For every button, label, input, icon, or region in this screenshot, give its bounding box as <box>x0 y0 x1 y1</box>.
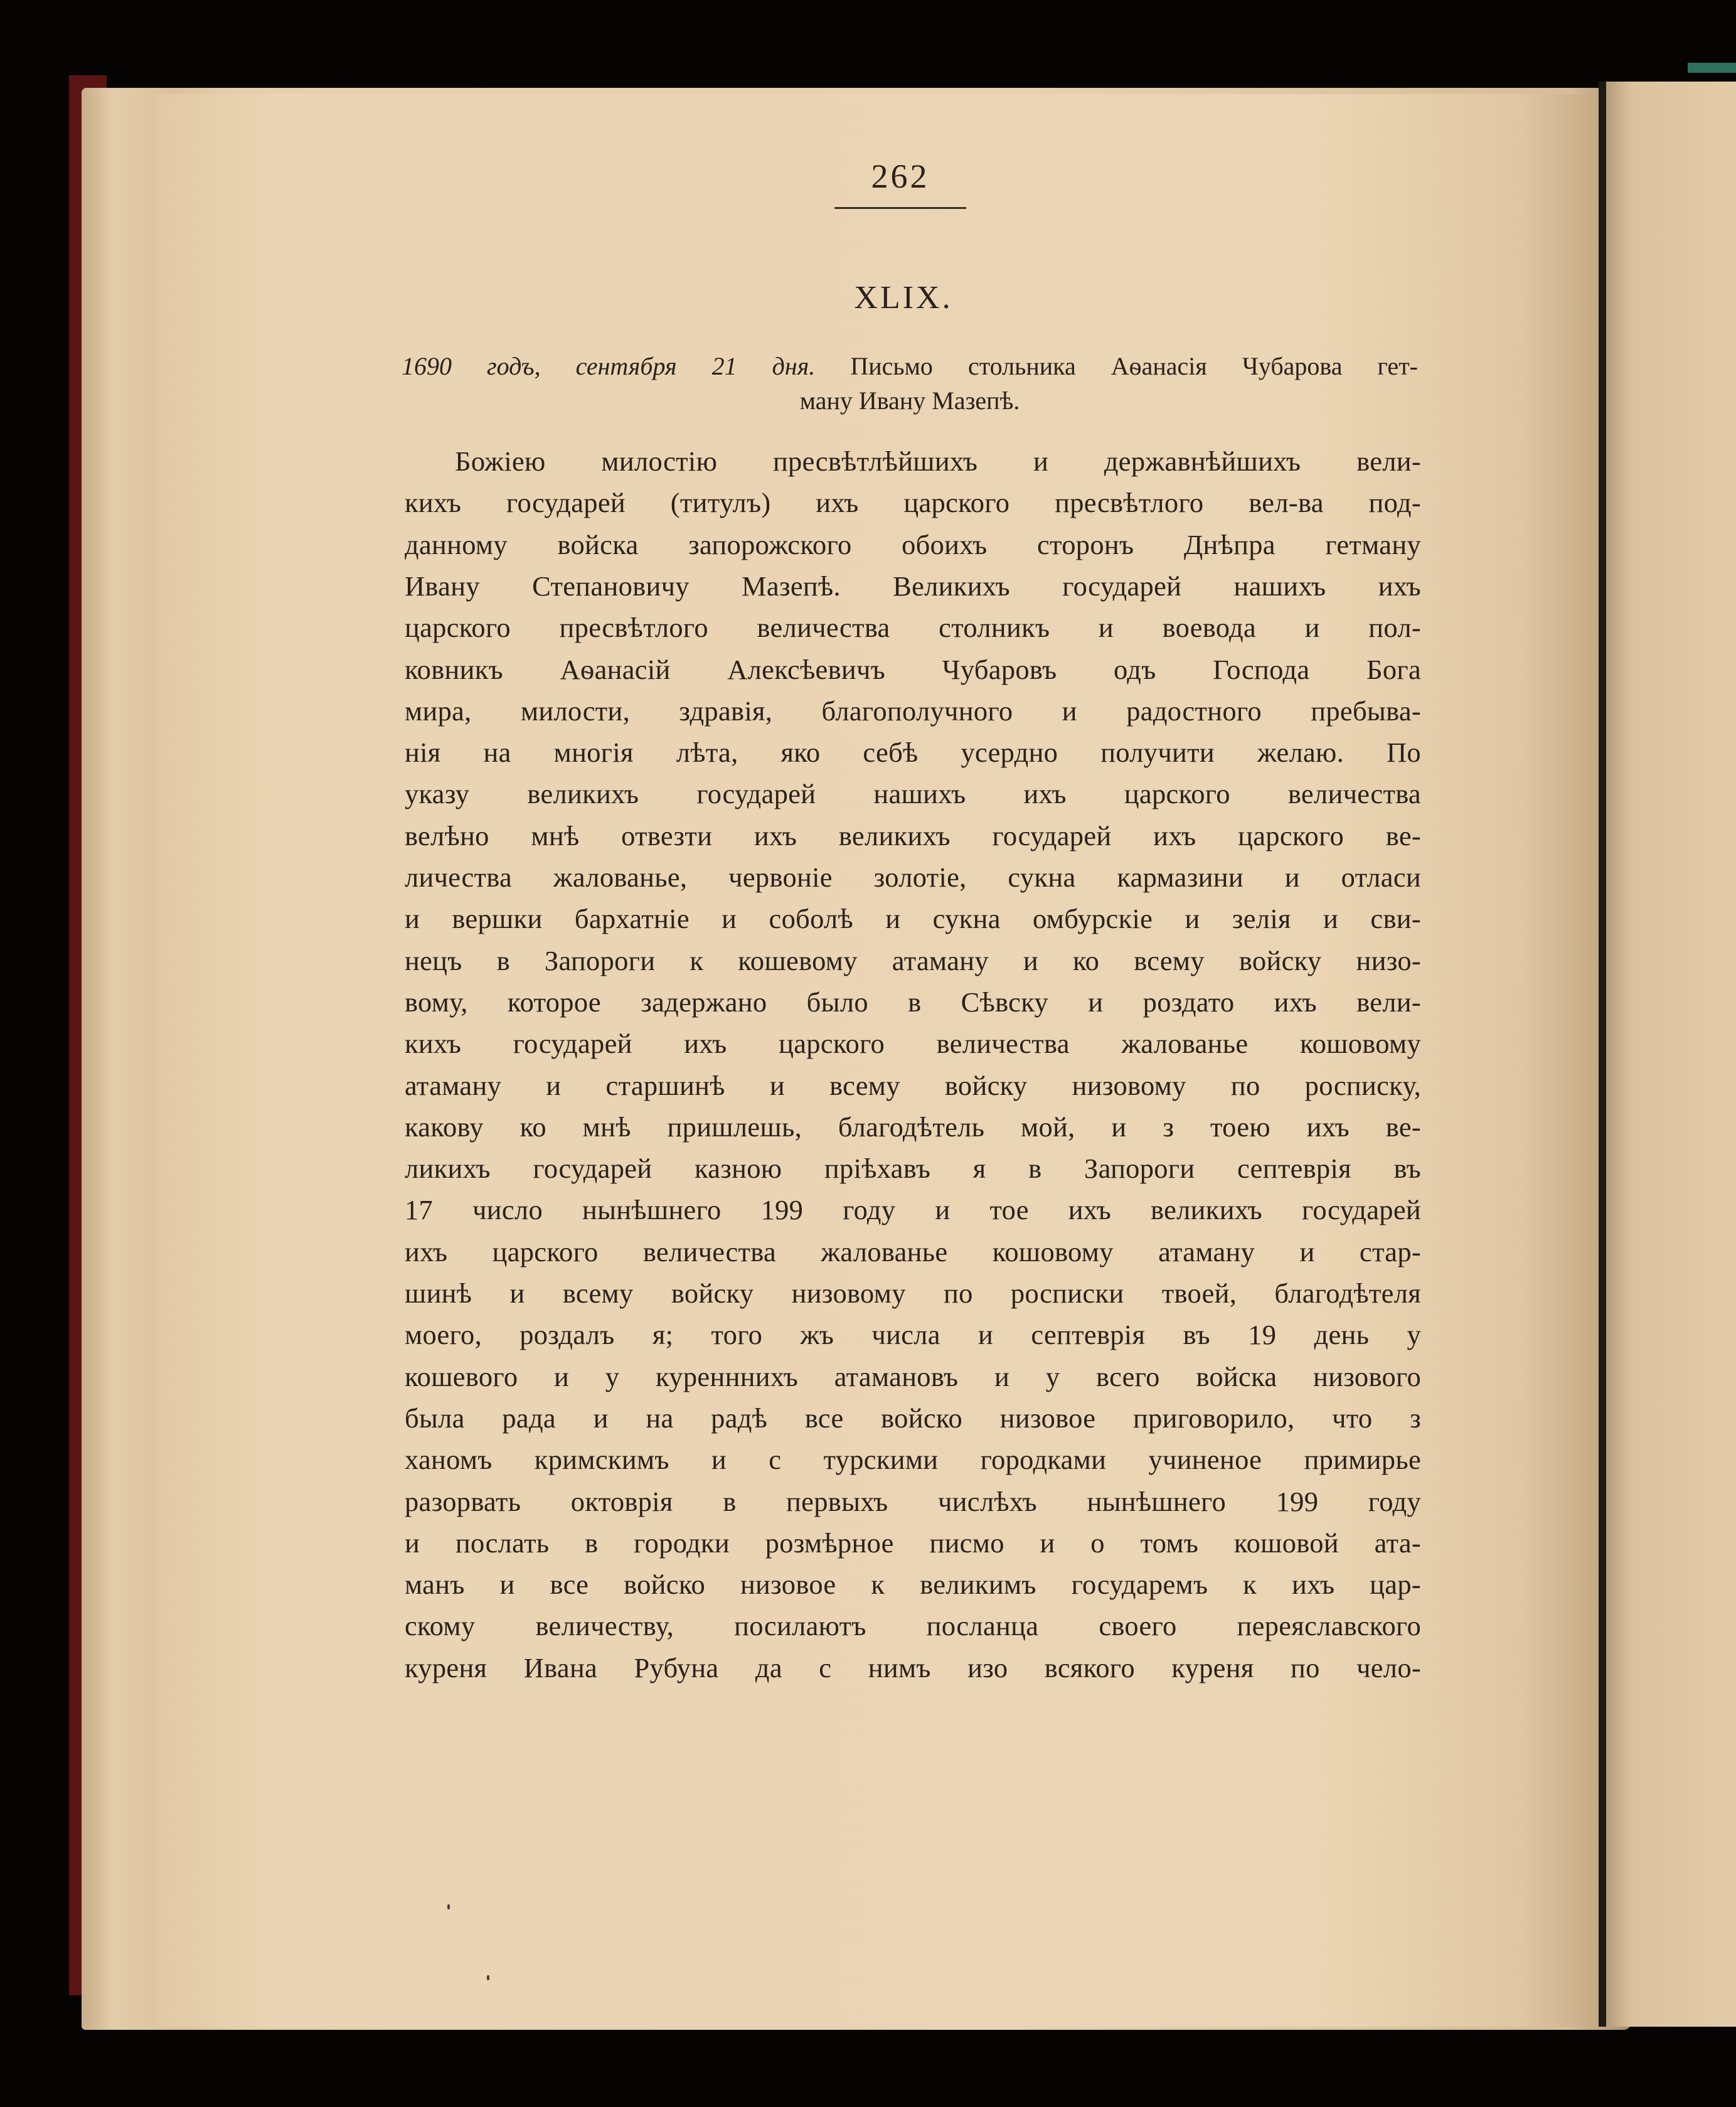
body-text-line: какову ко мнѣ пришлешь, благодѣтель мой, и з тоею ихъ ве- <box>405 1111 1421 1143</box>
body-text-line: 17 число нынѣшнего 199 году и тое ихъ великихъ государей <box>405 1194 1421 1226</box>
body-text-line: вому, которое задержано было в Сѣвску и роздато ихъ вели- <box>405 986 1421 1018</box>
ink-speck <box>487 1975 489 1980</box>
bookmark-ribbon <box>1688 63 1736 73</box>
body-text-line: манъ и все войско низовое к великимъ государемъ к ихъ цар- <box>405 1569 1421 1601</box>
body-text-line: атаману и старшинѣ и всему войску низовому по росписку, <box>405 1069 1421 1101</box>
book-gutter <box>1599 82 1606 2027</box>
body-text-line: и вершки бархатніе и соболѣ и сукна омбурскіе и зелія и сви- <box>405 903 1421 935</box>
section-title: XLIX. <box>854 280 953 316</box>
body-text-line: и послать в городки розмѣрное писмо и о томъ кошовой ата- <box>405 1527 1421 1559</box>
body-text-line: данному войска запорожского обоихъ сторонъ Днѣпра гетману <box>405 528 1421 560</box>
body-text-line: кихъ государей ихъ царского величества жалованье кошовому <box>405 1028 1421 1060</box>
page-number-rule <box>834 207 966 209</box>
document-heading-line-2: ману Ивану Мазепѣ. <box>799 387 1020 415</box>
body-text-line: мира, милости, здравія, благополучного и радостного пребыва- <box>405 695 1421 727</box>
body-text-line: ликихъ государей казною пріѣхавъ я в Запороги септеврія въ <box>405 1153 1421 1185</box>
page-number: 262 <box>871 157 930 195</box>
document-date: 1690 годъ, сентября 21 дня. <box>402 352 816 380</box>
document-heading-line-1 <box>402 351 1418 381</box>
body-text-line: велѣно мнѣ отвезти ихъ великихъ государей ихъ царского ве- <box>405 819 1421 851</box>
body-text-line: куреня Ивана Рубуна да с нимъ изо всякого куреня по чело- <box>405 1651 1421 1683</box>
body-text-line: нецъ в Запороги к кошевому атаману и ко всему войску низо- <box>405 944 1421 976</box>
body-text-line: личества жалованье, червоніе золотіе, сукна кармазини и отласи <box>405 861 1421 893</box>
ink-speck <box>447 1904 450 1909</box>
facing-page-edge <box>1606 82 1736 2027</box>
body-text-line: кихъ государей (титулъ) ихъ царского пресвѣтлого вел-ва под- <box>405 487 1421 519</box>
body-text-line: кошевого и у куренннихъ атамановъ и у всего войска низового <box>405 1360 1421 1392</box>
body-text-line: шинѣ и всему войску низовому по росписки твоей, благодѣтеля <box>405 1278 1421 1309</box>
body-text-line: Божіею милостію пресвѣтлѣйшихъ и державнѣйшихъ вели- <box>455 445 1421 477</box>
body-text-line: нія на многія лѣта, яко себѣ усердно получити желаю. По <box>405 737 1421 769</box>
body-text-line: была рада и на радѣ все войско низовое приговорило, что з <box>405 1402 1421 1434</box>
body-text-line: моего, роздалъ я; того жъ числа и септеврія въ 19 день у <box>405 1319 1421 1351</box>
body-text-line: ковникъ Аѳанасій Алексѣевичъ Чубаровъ одъ Господа Бога <box>405 653 1421 685</box>
document-heading-text: Письмо стольника Аѳанасія Чубарова гет- <box>850 352 1418 380</box>
body-text-line: ихъ царского величества жалованье кошовому атаману и стар- <box>405 1235 1421 1267</box>
body-text-line: Ивану Степановичу Мазепѣ. Великихъ государей нашихъ ихъ <box>405 570 1421 602</box>
body-text-line: скому величеству, посилаютъ посланца своего переяславского <box>405 1610 1421 1642</box>
body-text-line: указу великихъ государей нашихъ ихъ царского величества <box>405 778 1421 810</box>
body-text-line: разорвать октоврія в первыхъ числѣхъ нынѣшнего 199 году <box>405 1485 1421 1517</box>
body-text-line: ханомъ кримскимъ и с турскими городками учиненое примирье <box>405 1444 1421 1476</box>
body-text-line: царского пресвѣтлого величества столникъ и воевода и пол- <box>405 612 1421 644</box>
